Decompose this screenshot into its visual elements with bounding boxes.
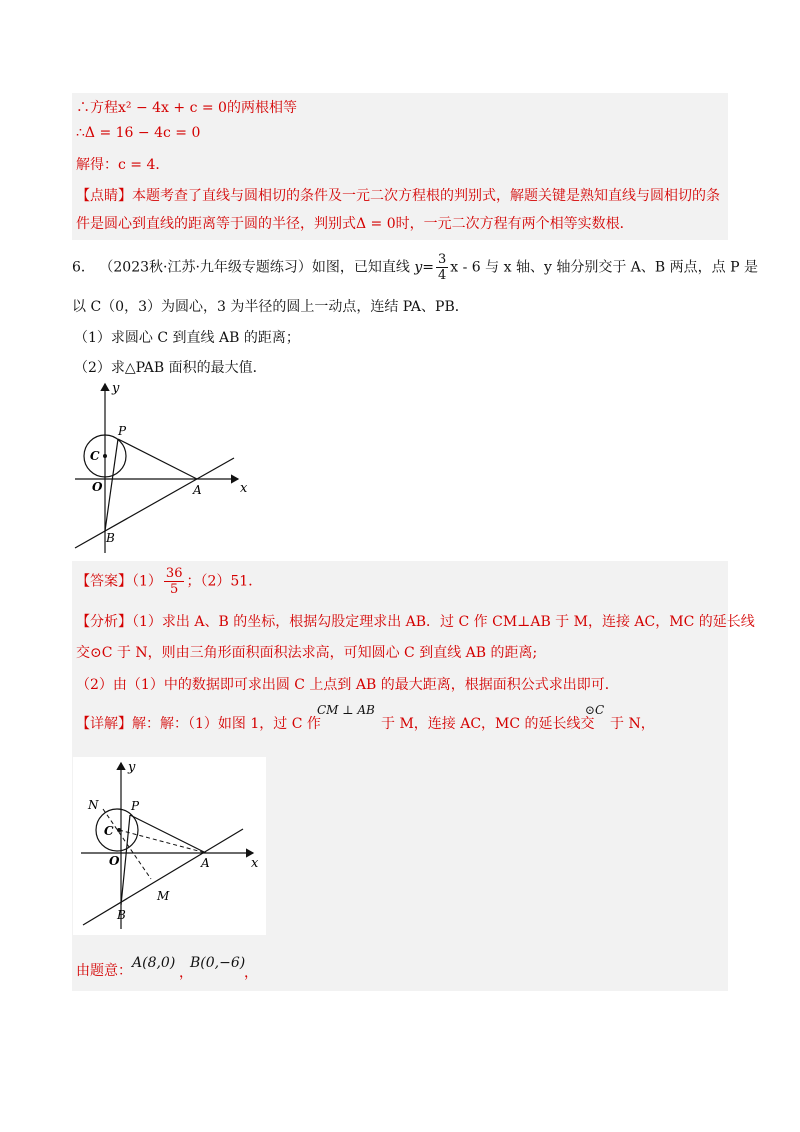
label-b-2: B (117, 908, 126, 922)
figure-2-background (73, 757, 266, 935)
analysis-line-2: 交⊙C 于 N，则由三角形面积面积法求高，可知圆心 C 到直线 AB 的距离; (76, 645, 538, 661)
comment-text-1: 本题考查了直线与圆相切的条件及一元二次方程根的判别式，解题关键是熟知直线与圆相切的条 (132, 188, 720, 204)
answer-p2: ；（2）51． (186, 573, 263, 590)
comment-line-1 (76, 186, 720, 206)
detail-odot-c: ⊙C (585, 703, 605, 717)
analysis-line-1 (76, 612, 755, 632)
last-end: ， (244, 965, 258, 981)
last-prefix: 由题意： (76, 963, 132, 979)
problem-fraction (436, 252, 448, 283)
problem-number: 6． (72, 259, 95, 276)
analysis-text-1: （1）求出 A、B 的坐标，根据勾股定理求出 AB．过 C 作 CM⊥AB 于 M，连接 AC，MC 的延长线 (132, 614, 755, 630)
problem-y-eq: y= (414, 259, 434, 276)
analysis-tag: 【分析】 (76, 614, 132, 630)
last-line (76, 961, 132, 981)
label-b: B (106, 531, 115, 545)
label-p: P (118, 424, 127, 438)
center-c (103, 454, 107, 458)
equation-line-3: 解得：c = 4． (76, 157, 170, 173)
label-o-2: O (109, 854, 120, 868)
answer-fraction (164, 566, 185, 597)
answer-frac-num: 36 (165, 566, 183, 581)
problem-line-1 (72, 252, 758, 283)
label-n-2: N (88, 798, 99, 812)
label-c-2: C (104, 824, 114, 838)
detail-text-1: 解：解：（1）如图 1，过 C 作 (132, 716, 321, 732)
segment-pb (105, 439, 118, 531)
label-a-2: A (201, 856, 210, 870)
label-c: C (90, 449, 100, 463)
label-o: O (92, 480, 103, 494)
label-m-2: M (157, 889, 170, 903)
problem-text-b: x - 6 与 x 轴、y 轴分别交于 A、B 两点，点 P 是 (450, 259, 758, 276)
detail-line (76, 714, 321, 734)
answer-frac-den: 5 (170, 582, 179, 597)
label-x: x (240, 481, 248, 496)
label-p-2: P (131, 799, 140, 813)
problem-text-a: 如图，已知直线 (311, 259, 410, 276)
question-1: （1）求圆心 C 到直线 AB 的距离； (74, 330, 300, 346)
detail-text-2: 于 M，连接 AC，MC 的延长线交 (381, 716, 595, 732)
detail-cm-ab: CM ⊥ AB (317, 703, 375, 717)
problem-line-2: 以 C（0，3）为圆心，3 为半径的圆上一动点，连结 PA、PB． (72, 299, 469, 315)
comment-line-2: 件是圆心到直线的距离等于圆的半径，判别式Δ = 0时，一元二次方程有两个相等实数根． (76, 216, 634, 232)
label-y: y (112, 381, 120, 396)
analysis-line-3: （2）由（1）中的数据即可求出圆 C 上点到 AB 的最大距离，根据面积公式求出即可． (76, 677, 619, 693)
fraction-numerator: 3 (438, 252, 447, 267)
figure-1 (70, 378, 270, 558)
question-2: （2）求△PAB 面积的最大值． (74, 360, 267, 376)
equation-line-2: ∴Δ = 16 − 4c = 0 (76, 125, 201, 141)
answer-tag: 【答案】 (76, 573, 132, 590)
detail-text-3: 于 N， (610, 716, 655, 732)
label-y-2: y (128, 760, 136, 775)
segment-pa (118, 439, 197, 479)
problem-source: （2023秋·江苏·九年级专题练习） (99, 259, 312, 276)
comment-tag: 【点睛】 (76, 188, 132, 204)
separator: ， (179, 965, 193, 981)
label-a: A (193, 483, 202, 497)
figure-2 (73, 757, 266, 935)
equation-line-1: ∴方程x² − 4x + c = 0的两根相等 (76, 100, 297, 116)
point-a: A(8,0) (132, 955, 176, 971)
answer-p1: （1） (132, 573, 162, 590)
answer-line (76, 566, 262, 597)
point-b: B(0,−6) (190, 955, 246, 971)
label-x-2: x (251, 856, 259, 871)
fraction-denominator: 4 (438, 268, 447, 283)
line-ab (75, 458, 234, 548)
detail-tag: 【详解】 (76, 716, 132, 732)
